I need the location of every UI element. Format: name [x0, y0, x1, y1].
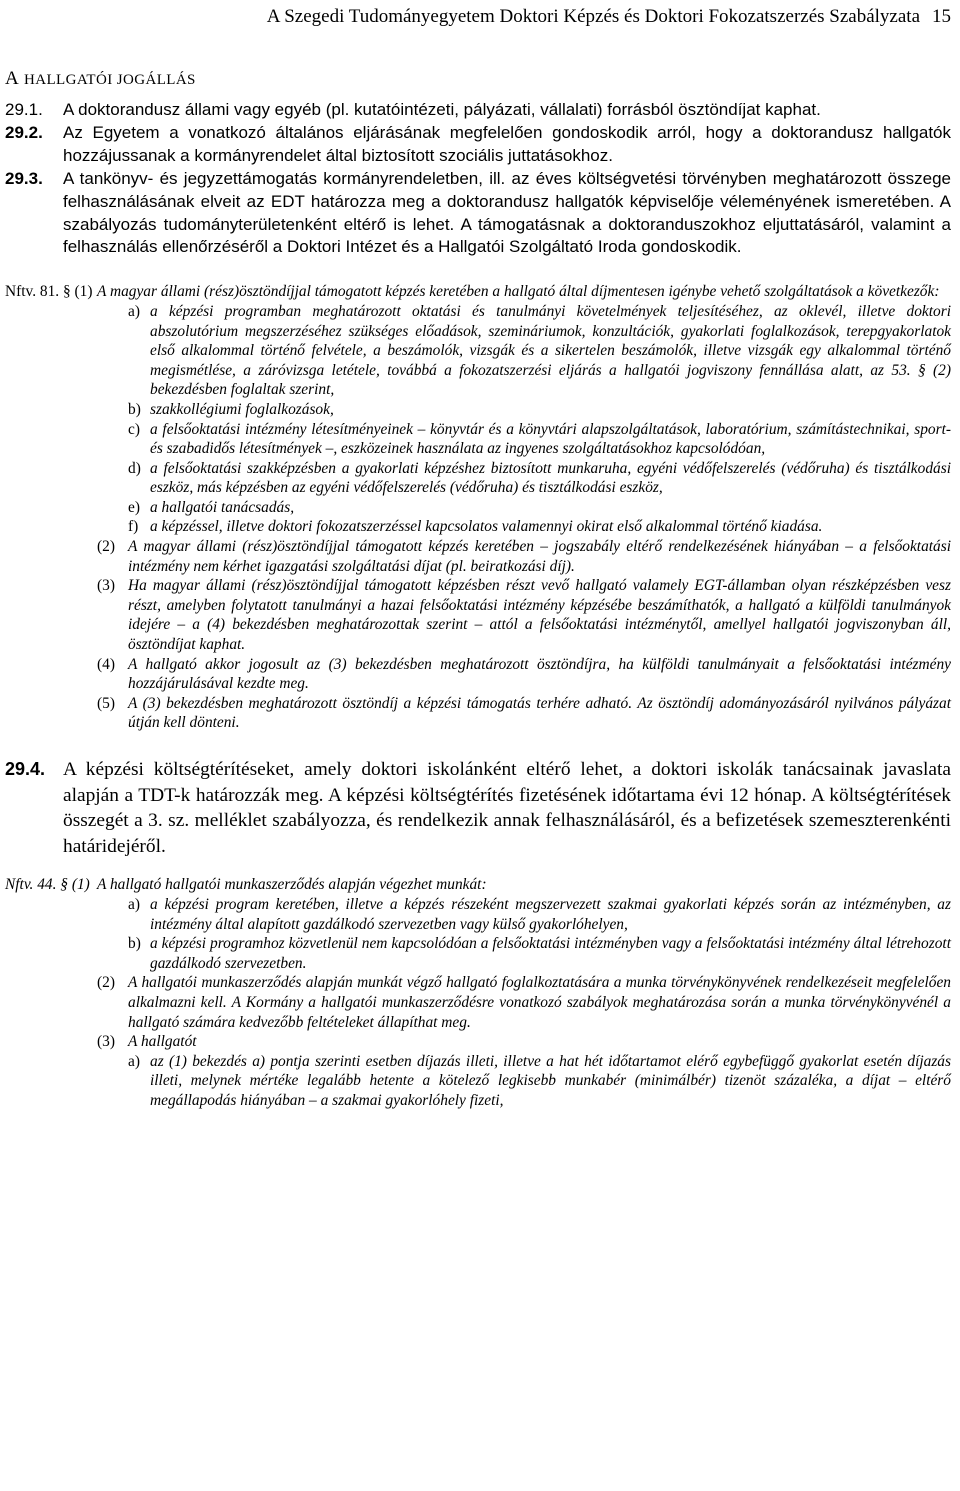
law-paragraph: [5, 655, 951, 694]
item-text: a hallgatói tanácsadás,: [150, 498, 295, 516]
law-quote-nftv-81: [5, 282, 951, 733]
paragraph-text: A hallgatói munkaszerződés alapján munkát végző hallgató foglalkoztatására a munka törvénykönyvének rendelkezéseit megfelelően alkalmazni kell. A Kormány a hallgatói munkaszerződésre vonatkozó szabályok meghatározása során a munka törvénykönyvénél a hallgató számára kedvezőbb feltételeket állapíthat meg.: [128, 974, 951, 1031]
point-text: A tankönyv- és jegyzettámogatás kormányrendeletben, ill. az éves költségvetési törvényben meghatározott összege felhasználásának elveit az EDT határozza meg a doktorandusz hallgatók képviselője véleményének ismeretében. A szabályozás tudományterületenként eltérő is lehet. A támogatásnak a doktoranduszokhoz eljuttatásáról, valamint a felhasználás ellenőrzéséről a Doktori Intézet és a Hallgatói Szolgáltató Iroda gondoskodik.: [63, 168, 951, 257]
item-letter: c): [128, 420, 140, 438]
item-text: az (1) bekezdés a) pontja szerinti esetben díjazás illeti, illetve a hat hét időtartamot elérő egybefüggő gyakorlat esetén díjazás illeti, melynek mértéke legalább hetente a kötelező legkisebb munkabér (minimálbér) tizenöt százaléka, a díjat – eltérő megállapodás hiányában – a szakmai gyakorlóhely fizeti,: [150, 1052, 951, 1109]
point-text: A képzési költségtérítéseket, amely doktori iskolánként eltérő lehet, a doktori iskolák tanácsainak javaslata alapján a TDT-k határozzák meg. A képzési költségtérítés fizetésének időtartama évi 12 hónap. A költségtérítések összegét a 3. sz. melléklet szabályozza, és rendelkezik annak felhasználásáról, és a befizetések szemeszterenkénti határidejéről.: [63, 759, 951, 857]
item-text: a képzési programhoz közvetlenül nem kapcsolódóan a felsőoktatási intézményben vagy a felsőoktatási intézmény által létrehozott gazdálkodó szervezetben.: [150, 935, 951, 972]
page-header: [5, 0, 951, 34]
point-29-3: [5, 168, 951, 260]
point-number: 29.4.: [5, 759, 46, 779]
paragraph-text: A hallgató akkor jogosult az (3) bekezdésben meghatározott ösztöndíjra, ha külföldi tanulmányait a felsőoktatási intézmény hozzájárulásával kezdte meg.: [128, 655, 951, 693]
section-title-initial: A: [5, 68, 20, 89]
law-item: [5, 934, 951, 973]
law-item: [5, 895, 951, 934]
law-intro-row: [5, 282, 951, 302]
law-intro: A magyar állami (rész)ösztöndíjjal támogatott képzés keretében a hallgató által díjmentesen igénybe vehető szolgáltatások a következők:: [97, 283, 940, 301]
point-text: Az Egyetem a vonatkozó általános eljárásának megfelelően gondoskodik arról, hogy a doktorandusz hallgatók hozzájussanak a kormányrendelet által biztosított szociális juttatásokhoz.: [63, 122, 951, 165]
point-number: 29.2.: [5, 122, 43, 142]
item-text: szakkollégiumi foglalkozások,: [150, 400, 334, 418]
law-intro: A hallgató hallgatói munkaszerződés alapján végezhet munkát:: [97, 876, 487, 894]
item-letter: a): [128, 302, 140, 320]
paragraph-number: (2): [97, 974, 115, 992]
paragraph-text: A hallgatót: [128, 1033, 197, 1051]
law-item: [5, 517, 951, 537]
page-number: 15: [932, 6, 951, 27]
point-number: 29.1.: [5, 100, 43, 119]
law-quote-nftv-44: [5, 875, 951, 1110]
law-item: [5, 302, 951, 400]
law-paragraph: [5, 973, 951, 1032]
item-letter: e): [128, 498, 140, 516]
item-text: a képzési program keretében, illetve a képzés részeként megszervezett szakmai gyakorlati képzés során az intézményben, az intézmény által alapított gazdálkodó szervezetben vagy külső gyakorlóhelyen,: [150, 895, 951, 933]
item-letter: f): [128, 518, 139, 536]
law-item: [5, 1052, 951, 1111]
law-item: [5, 400, 951, 420]
item-letter: a): [128, 895, 140, 913]
paragraph-number: (3): [97, 1033, 115, 1051]
item-text: a felsőoktatási intézmény létesítményeinek – könyvtár és a könyvtári alapszolgáltatások, laboratórium, számítástechnikai, sport- és szabadidős létesítmények –, eszközeinek használata az ingyenes szolgáltatásokhoz kapcsolódóan,: [150, 420, 951, 458]
point-29-1: [5, 99, 951, 122]
item-letter: b): [128, 400, 141, 418]
point-29-2: [5, 122, 951, 168]
law-paragraph: [5, 576, 951, 654]
item-text: a képzéssel, illetve doktori fokozatszerzéssel kapcsolatos valamennyi okirat első alkalommal történő kiadása.: [150, 518, 823, 536]
section-title-rest: HALLGATÓI JOGÁLLÁS: [24, 72, 196, 88]
point-text: A doktorandusz állami vagy egyéb (pl. kutatóintézeti, pályázati, vállalati) forrásból ösztöndíjat kaphat.: [63, 100, 821, 119]
point-number: 29.3.: [5, 168, 43, 188]
paragraph-text: Ha magyar állami (rész)ösztöndíjjal támogatott képzésben részt vevő hallgató valamely EGT-államban olyan részképzésben vesz részt, amelyben folytatott tanulmányi a hazai felsőoktatási intézmény képzésébe beszámíthatók, a hallgató a külföldi tanulmányok idejére – a (4) bekezdésben meghatározottak szerint – attól a felsőoktatási intézménytől, amellyel hallgatói jogviszonyban áll, ösztöndíjat kaphat.: [128, 577, 951, 654]
paragraph-number: (4): [97, 655, 115, 673]
paragraph-number: (5): [97, 694, 115, 712]
item-text: a felsőoktatási szakképzésben a gyakorlati képzéshez biztosított munkaruha, egyéni védőfelszerelés (védőruha) és tisztálkodási eszköz, más képzésben az egyéni védőfelszerelés (védőruha) és tisztálkodási eszköz,: [150, 459, 951, 497]
paragraph-number: (3): [97, 577, 115, 595]
section-title: [5, 67, 951, 91]
law-reference: Nftv. 81. § (1): [5, 283, 93, 301]
law-item: [5, 459, 951, 498]
paragraph-text: A (3) bekezdésben meghatározott ösztöndíj a képzési támogatás terhére adható. Az ösztöndíj adományozásáról nyilvános pályázat útján kell dönteni.: [128, 694, 951, 732]
header-title: A Szegedi Tudományegyetem Doktori Képzés és Doktori Fokozatszerzés Szabályzata: [266, 6, 920, 27]
paragraph-number: (2): [97, 538, 115, 556]
item-text: a képzési programban meghatározott oktatási és tanulmányi követelmények teljesítéséhez, az oklevél, illetve doktori abszolutórium megszerzéséhez szükséges előadások, szemináriumok, konzultációk, gyakorlati foglalkozások, terepgyakorlatok első alkalommal történő felvétele, a beszámolók, vizsgák és a sikertelen beszámolók, illetve vizsgák egy alkalommal történő megismétlése, a záróvizsga letétele, továbbá a fokozatszerzési eljárás a hallgatói jogviszony fennállása alatt, az 53. § (2) bekezdésben foglaltak szerint,: [150, 302, 951, 399]
item-letter: a): [128, 1052, 140, 1070]
law-item: [5, 420, 951, 459]
item-letter: b): [128, 935, 141, 953]
paragraph-text: A magyar állami (rész)ösztöndíjjal támogatott képzés keretében – jogszabály eltérő rendelkezésének hiányában – a felsőoktatási intézmény nem kérhet igazgatási szolgáltatási díjat (pl. beiratkozási díj).: [128, 538, 951, 575]
law-reference: Nftv. 44. § (1): [5, 876, 90, 894]
law-item: [5, 498, 951, 518]
law-intro-row: [5, 875, 951, 895]
point-29-4: [5, 757, 951, 859]
law-paragraph: [5, 694, 951, 733]
item-letter: d): [128, 459, 141, 477]
law-paragraph: [5, 537, 951, 576]
law-paragraph: [5, 1032, 951, 1052]
